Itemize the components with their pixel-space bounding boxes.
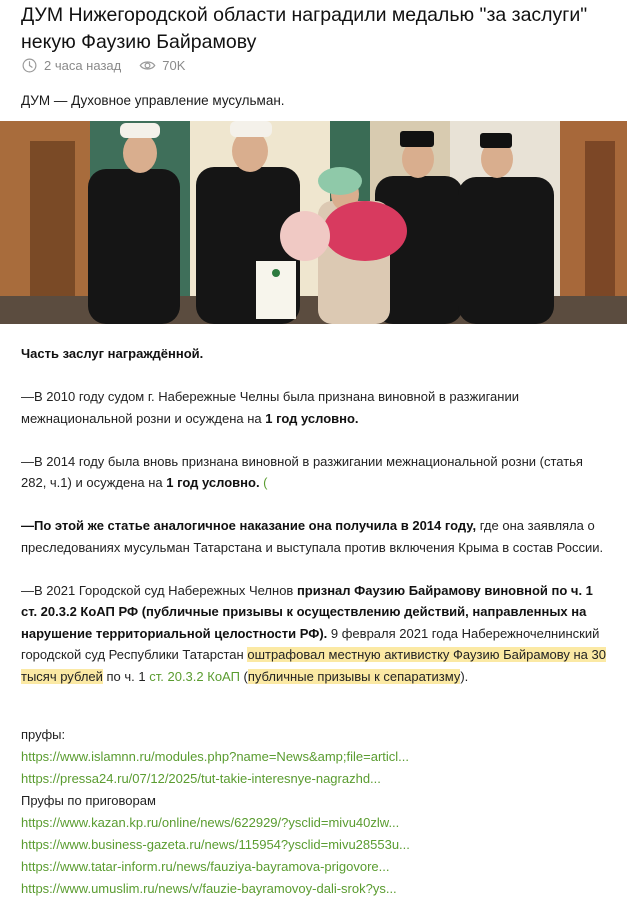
proofs-label: пруфы: xyxy=(21,727,66,742)
links-section xyxy=(21,724,410,900)
article-photo xyxy=(0,121,627,324)
verdict-link[interactable]: https://www.kazan.kp.ru/online/news/622929/?ysclid=mivu40zlw... xyxy=(21,815,400,830)
article-intro: ДУМ — Духовное управление мусульман. xyxy=(21,93,285,108)
verdict-link[interactable]: https://www.tatar-inform.ru/news/fauziya-bayramova-prigovore... xyxy=(21,859,390,874)
koap-link[interactable]: ст. 20.3.2 КоАП xyxy=(149,668,240,684)
paragraph-2021: —В 2021 Городской суд Набережных Челнов признал Фаузию Байрамову виновной по ч. 1 ст. 20.3.2 КоАП РФ (публичные призывы к осуществлению действий, направленных на нарушение территориальной целостности РФ). 9 февраля 2021 года Набережночелнинский городской суд Республики Татарстан оштрафовал местную активистку Фаузию Байрамову на 30 тысяч рублей по ч. 1 ст. 20.3.2 КоАП (публичные призывы к сепаратизму). xyxy=(21,582,606,684)
article-meta xyxy=(21,56,185,74)
verdict-link[interactable]: https://www.umuslim.ru/news/v/fauzie-bayramovoy-dali-srok?ys... xyxy=(21,881,397,896)
verdicts-label: Пруфы по приговорам xyxy=(21,793,156,808)
body-heading: Часть заслуг награждённой. xyxy=(21,346,204,361)
eye-icon xyxy=(139,57,156,74)
view-count: 70K xyxy=(162,57,186,73)
article-body xyxy=(21,343,611,687)
paragraph-2010: —В 2010 году судом г. Набережные Челны была признана виновной в разжигании межнациональной розни и осуждена на 1 год условно. xyxy=(21,389,519,426)
article-title: ДУМ Нижегородской области наградили медалью "за заслуги" некую Фаузию Байрамову xyxy=(21,4,588,53)
paragraph-2014: —В 2014 году была вновь признана виновной в разжигании межнациональной розни (статья 282, ч.1) и осуждена на 1 год условно. ( xyxy=(21,453,583,490)
paragraph-same-article: —По этой же статье аналогичное наказание она получила в 2014 году, где она заявляла о преследованиях мусульман Татарстана и выступала против включения Крыма в состав России. xyxy=(21,518,604,555)
highlight-separatism: публичные призывы к сепаратизму xyxy=(247,668,461,684)
proof-link[interactable]: https://www.islamnn.ru/modules.php?name=News&amp;file=articl... xyxy=(21,749,410,764)
verdict-link[interactable]: https://www.business-gazeta.ru/news/115954?ysclid=mivu28553u... xyxy=(21,837,410,852)
clock-icon xyxy=(21,57,38,74)
proof-link[interactable]: https://pressa24.ru/07/12/2025/tut-takie-interesnye-nagrazhd... xyxy=(21,771,381,786)
publish-time: 2 часа назад xyxy=(44,57,122,73)
highlight-fine: оштрафовал местную активистку Фаузию Байрамову на 30 тысяч рублей xyxy=(21,647,606,684)
